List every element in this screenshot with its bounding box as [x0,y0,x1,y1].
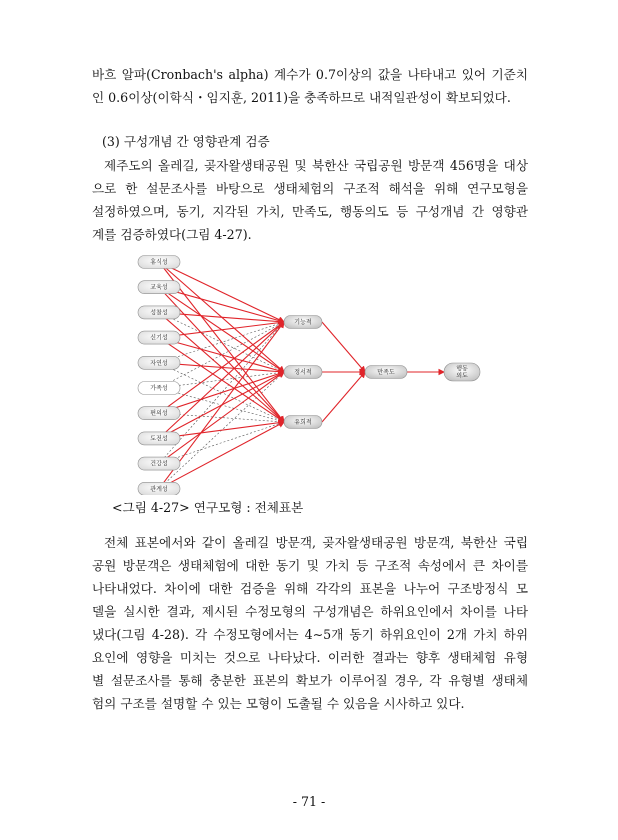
motive-node [138,356,180,369]
path-line [322,322,365,372]
text-line: 별 설문조사를 통해 충분한 표본의 확보가 이루어질 경우, 각 유형별 생태체 [92,673,528,688]
motive-node [138,382,180,395]
text-line: 인 0.6이상(이학식・임지훈, 2011)을 충족하므로 내적일관성이 확보되었다. [92,90,511,105]
motive-node [138,407,180,420]
motive-node [138,331,180,344]
node-label: 건강성 [150,460,168,468]
node-label: 기능적 [294,319,312,326]
node-label: 성찰성 [150,309,168,317]
node-label: 교육성 [150,284,168,292]
paragraph-results [92,531,528,715]
motive-node [138,432,180,445]
text-line: 델을 실시한 결과, 제시된 수정모형의 구성개념은 하위요인에서 차이를 나타 [92,604,528,619]
research-model-diagram [110,250,500,495]
text-line: 계를 검증하였다(그림 4-27). [92,227,252,242]
figure-caption: <그림 4-27> 연구모형 : 전체표본 [112,500,304,515]
paragraph-study-design [92,154,528,246]
value-node [284,316,322,329]
node-label: 가족성 [150,385,168,392]
behavioral-intention-node [444,363,480,381]
motive-node [138,482,180,495]
section-heading: (3) 구성개념 간 영향관계 검증 [102,134,270,149]
node-label: 의도 [456,372,468,380]
page-number: - 71 - [292,794,326,809]
text-line: 험의 구조를 설명할 수 있는 모형이 도출될 수 있음을 시사하고 있다. [92,696,465,711]
node-label: 행동 [456,365,468,373]
path-line [322,372,365,422]
text-line: 설정하였으며, 동기, 지각된 가치, 만족도, 행동의도 등 구성개념 간 영향관 [92,204,528,219]
text-line: 공원 방문객은 생태체험에 대한 동기 및 가치 등 구조적 속성에서 큰 차이를 [92,558,528,573]
node-label: 관계성 [150,485,168,493]
text-line: 바흐 알파(Cronbach's alpha) 계수가 0.7이상의 값을 나타내고 있어 기준치 [92,67,528,82]
motive-node [138,306,180,319]
path-line [159,422,284,489]
node-label: 만족도 [377,369,395,376]
node-label: 편의성 [150,410,168,418]
node-label: 정서적 [294,369,312,376]
text-line: 전체 표본에서와 같이 올레길 방문객, 곶자왈생태공원 방문객, 북한산 국립 [104,535,528,550]
node-label: 신기성 [150,334,168,342]
value-node [284,416,322,429]
node-label: 자연성 [150,359,168,367]
paragraph-reliability [92,63,528,109]
satisfaction-node [365,366,407,379]
node-label: 도전성 [150,435,168,443]
node-label: 유희적 [294,419,312,426]
text-line: 냈다(그림 4-28). 각 수정모형에서는 4∼5개 동기 하위요인이 2개 가치 하위 [92,627,528,642]
text-line: 으로 한 설문조사를 바탕으로 생태체험의 구조적 해석을 위해 연구모형을 [92,181,528,196]
motive-node [138,457,180,470]
text-line: 요인에 영향을 미치는 것으로 나타났다. 이러한 결과는 향후 생태체험 유형 [92,650,528,665]
motive-node [138,256,180,269]
node-label: 휴식성 [150,259,168,266]
motive-node [138,281,180,294]
construct-nodes [138,256,480,496]
text-line: 제주도의 올레길, 곶자왈생태공원 및 북한산 국립공원 방문객 456명을 대상 [104,158,528,173]
text-line: 나타내었다. 차이에 대한 검증을 위해 각각의 표본을 나누어 구조방정식 모 [92,581,528,596]
value-node [284,366,322,379]
